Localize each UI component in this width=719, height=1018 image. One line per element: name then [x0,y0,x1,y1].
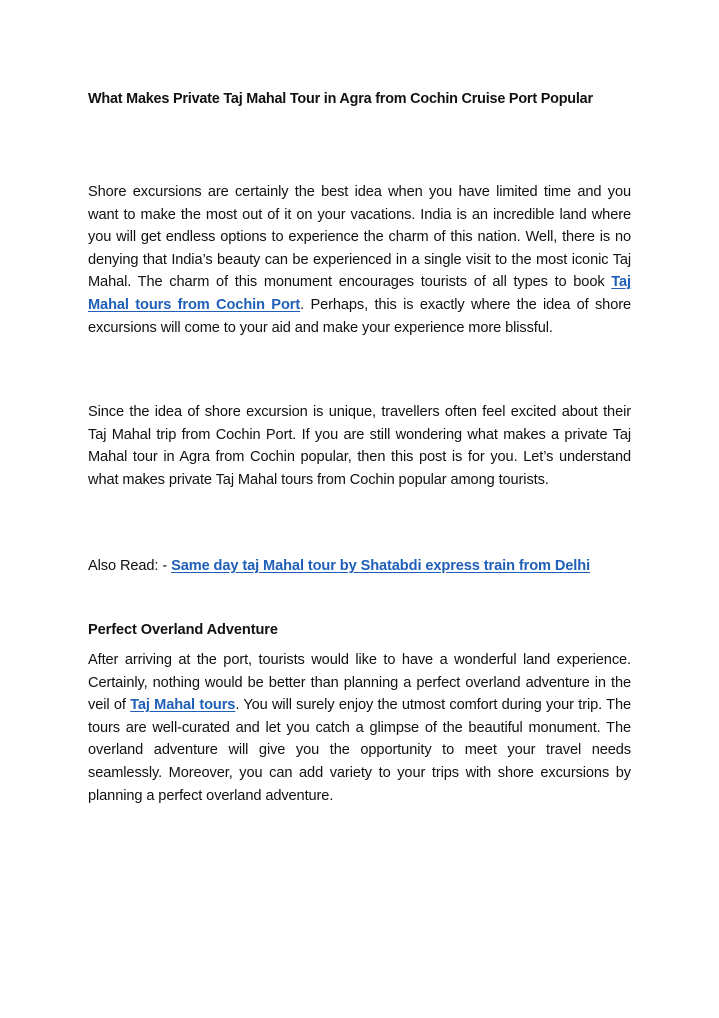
overland-paragraph-text-after: . You will surely enjoy the utmost comfort during your trip. The tours are well-curated and let you catch a glimpse of the beautiful monument. The overland adventure will give you the opportunity to meet your travel needs seamlessly. Moreover, you can add variety to your trips with shore excursions by planning a perfect overland adventure. [88,697,631,804]
also-read-line [88,555,631,578]
overland-paragraph [88,649,631,807]
intro-paragraph-text-after: . Perhaps, this is exactly where the idea of shore excursions will come to your aid and make your experience more blissful. [88,296,631,336]
same-day-taj-mahal-tour-link[interactable]: Same day taj Mahal tour by Shatabdi express train from Delhi [171,558,591,574]
also-read-label: Also Read: - [88,558,172,574]
second-paragraph: Since the idea of shore excursion is unique, travellers often feel excited about their Taj Mahal trip from Cochin Port. If you are still wondering what makes a private Taj Mahal tour in Agra from Cochin popular, then this post is for you. Let’s understand what makes private Taj Mahal tours from Cochin popular among tourists. [88,404,631,488]
document-title: What Makes Private Taj Mahal Tour in Agra from Cochin Cruise Port Popular [88,91,593,107]
intro-paragraph [88,181,631,339]
intro-paragraph-text-before: Shore excursions are certainly the best idea when you have limited time and you want to make the most out of it on your vacations. India is an incredible land where you will get endless options to experience the charm of this nation. Well, there is no denying that India’s beauty can be experienced in a single visit to the most iconic Taj Mahal. The charm of this monument encourages tourists of all types to book [88,184,631,291]
overland-paragraph-text-before: After arriving at the port, tourists would like to have a wonderful land experience. Certainly, nothing would be better than planning a perfect overland adventure in the veil of [88,652,631,714]
taj-mahal-tours-link[interactable]: Taj Mahal tours [130,697,236,714]
taj-mahal-tours-from-cochin-port-link[interactable]: Taj Mahal tours from Cochin Port [88,274,631,313]
section-heading: Perfect Overland Adventure [88,622,278,638]
